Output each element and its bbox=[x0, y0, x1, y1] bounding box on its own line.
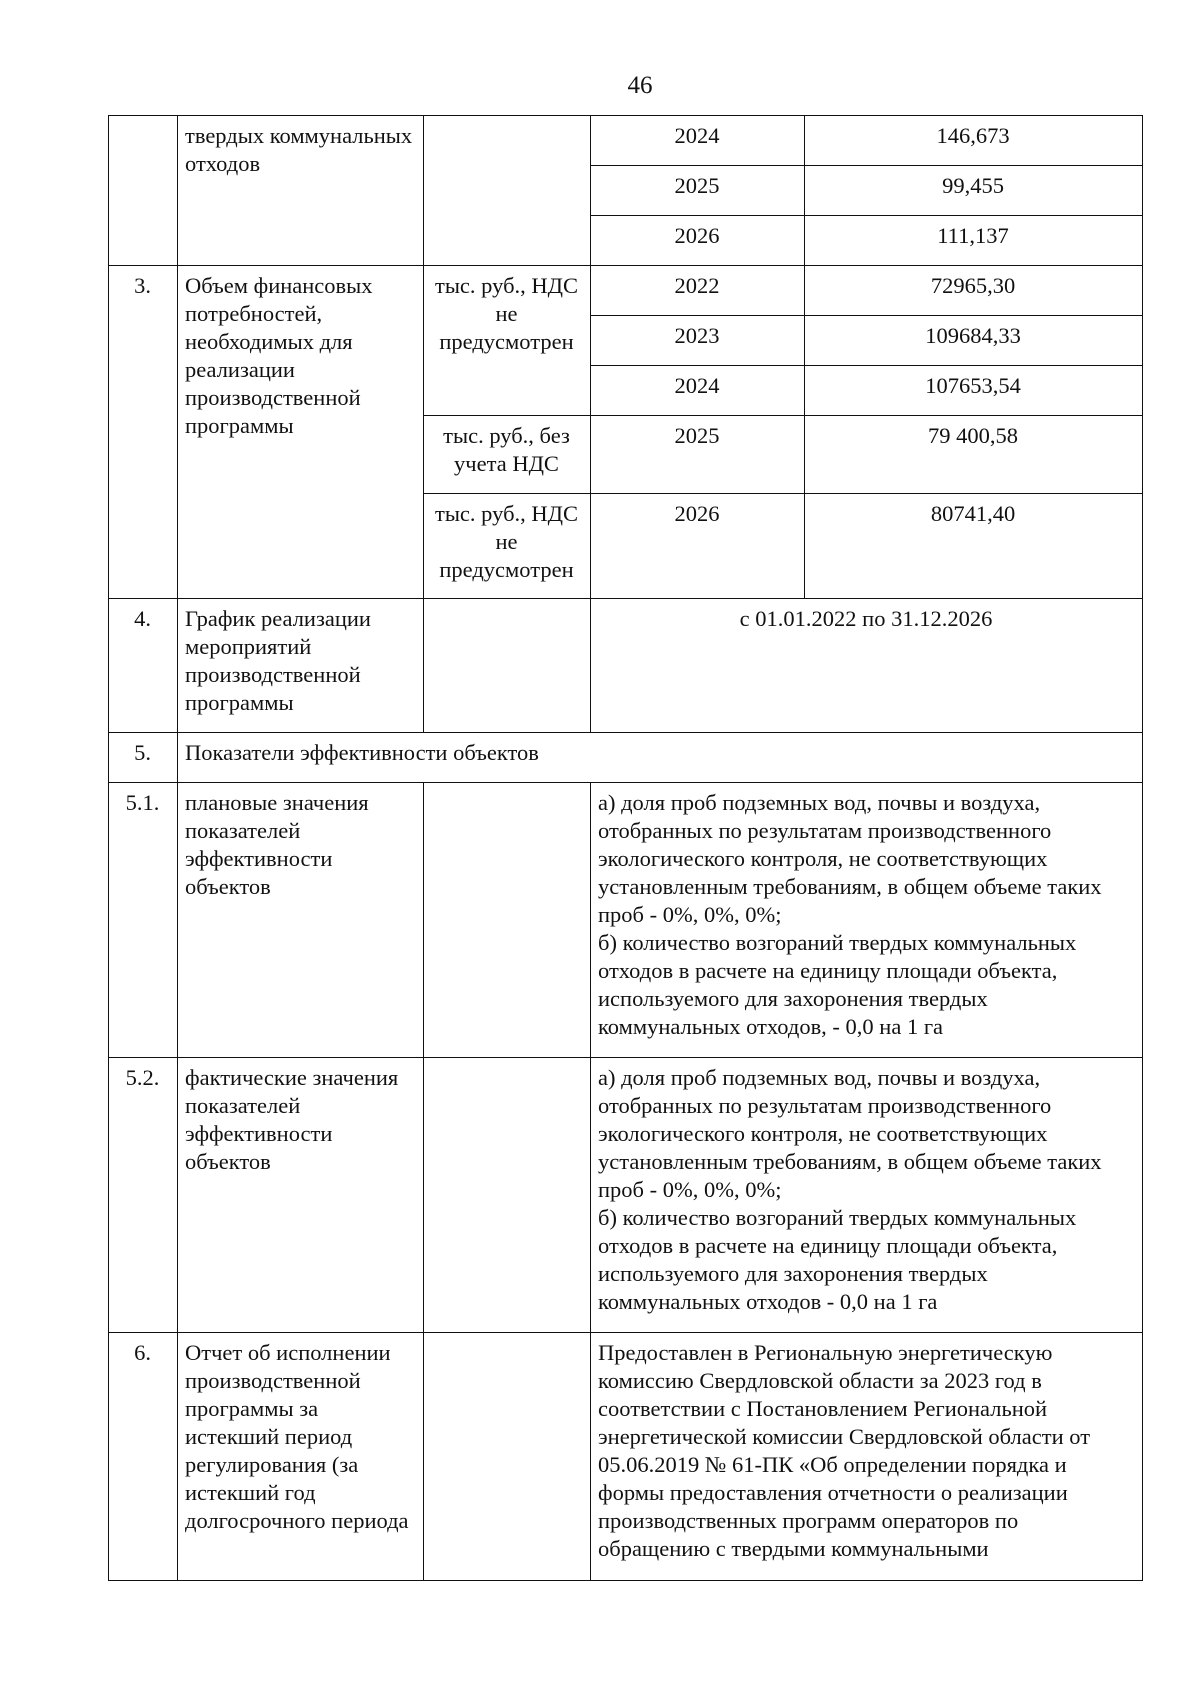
row-number-cell: 3. bbox=[109, 266, 178, 599]
row-number-cell: 5.1. bbox=[109, 783, 178, 1058]
value-cell: 80741,40 bbox=[805, 494, 1143, 599]
value-cell: 72965,30 bbox=[805, 266, 1143, 316]
program-table bbox=[108, 115, 1143, 1581]
year-cell: 2026 bbox=[591, 494, 805, 599]
page-number: 46 bbox=[627, 72, 653, 99]
indicator-b-text: б) количество возгораний твердых коммунальных отходов в расчете на единицу площади объекта, используемого для захоронения твердых коммунальных отходов, - 0,0 на 1 га bbox=[598, 930, 1077, 1039]
value-text-cell bbox=[591, 1058, 1143, 1333]
value-cell: 107653,54 bbox=[805, 366, 1143, 416]
row-name-cell: Отчет об исполнении производственной программы за истекший период регулирования (за истекший год долгосрочного периода bbox=[178, 1333, 424, 1581]
report-text-cell: Предоставлен в Региональную энергетическую комиссию Свердловской области за 2023 год в соответствии с Постановлением Региональной энергетической комиссии Свердловской области от 05.06.2019 № 61-ПК «Об определении порядка и формы предоставления отчетности о реализации производственных программ операторов по обращению с твердыми коммунальными bbox=[591, 1333, 1143, 1581]
indicator-b-text: б) количество возгораний твердых коммунальных отходов в расчете на единицу площади объекта, используемого для захоронения твердых коммунальных отходов - 0,0 на 1 га bbox=[598, 1205, 1077, 1314]
table-row bbox=[109, 1058, 1143, 1333]
year-cell: 2025 bbox=[591, 416, 805, 494]
value-cell: 111,137 bbox=[805, 216, 1143, 266]
value-cell: 99,455 bbox=[805, 166, 1143, 216]
row-name-cell: График реализации мероприятий производственной программы bbox=[178, 599, 424, 733]
unit-cell: тыс. руб., НДС не предусмотрен bbox=[424, 266, 591, 416]
value-text-cell bbox=[591, 783, 1143, 1058]
row-number-cell bbox=[109, 116, 178, 266]
period-cell: с 01.01.2022 по 31.12.2026 bbox=[591, 599, 1143, 733]
row-name-cell: Объем финансовых потребностей, необходимых для реализации производственной программы bbox=[178, 266, 424, 599]
year-cell: 2024 bbox=[591, 116, 805, 166]
year-cell: 2025 bbox=[591, 166, 805, 216]
row-number-cell: 6. bbox=[109, 1333, 178, 1581]
row-number-cell: 5. bbox=[109, 733, 178, 783]
unit-cell bbox=[424, 116, 591, 266]
indicator-a-text: а) доля проб подземных вод, почвы и воздуха, отобранных по результатам производственного экологического контроля, не соответствующих установленным требованиям, в общем объеме таких проб - 0%, 0%, 0%; bbox=[598, 1065, 1102, 1202]
value-cell: 79 400,58 bbox=[805, 416, 1143, 494]
unit-cell bbox=[424, 1333, 591, 1581]
year-cell: 2026 bbox=[591, 216, 805, 266]
row-name-cell: фактические значения показателей эффективности объектов bbox=[178, 1058, 424, 1333]
year-cell: 2022 bbox=[591, 266, 805, 316]
unit-cell: тыс. руб., без учета НДС bbox=[424, 416, 591, 494]
table-row bbox=[109, 116, 1143, 166]
row-name-cell: плановые значения показателей эффективности объектов bbox=[178, 783, 424, 1058]
year-cell: 2024 bbox=[591, 366, 805, 416]
table-row bbox=[109, 1333, 1143, 1581]
row-name-cell: твердых коммунальных отходов bbox=[178, 116, 424, 266]
value-cell: 109684,33 bbox=[805, 316, 1143, 366]
section-title-cell: Показатели эффективности объектов bbox=[178, 733, 1143, 783]
table-row bbox=[109, 266, 1143, 316]
row-number-cell: 4. bbox=[109, 599, 178, 733]
unit-cell bbox=[424, 1058, 591, 1333]
indicator-a-text: а) доля проб подземных вод, почвы и воздуха, отобранных по результатам производственного экологического контроля, не соответствующих установленным требованиям, в общем объеме таких проб - 0%, 0%, 0%; bbox=[598, 790, 1102, 927]
unit-cell: тыс. руб., НДС не предусмотрен bbox=[424, 494, 591, 599]
table-row bbox=[109, 733, 1143, 783]
unit-cell bbox=[424, 599, 591, 733]
table-row bbox=[109, 783, 1143, 1058]
value-cell: 146,673 bbox=[805, 116, 1143, 166]
row-number-cell: 5.2. bbox=[109, 1058, 178, 1333]
year-cell: 2023 bbox=[591, 316, 805, 366]
unit-cell bbox=[424, 783, 591, 1058]
table-row bbox=[109, 599, 1143, 733]
